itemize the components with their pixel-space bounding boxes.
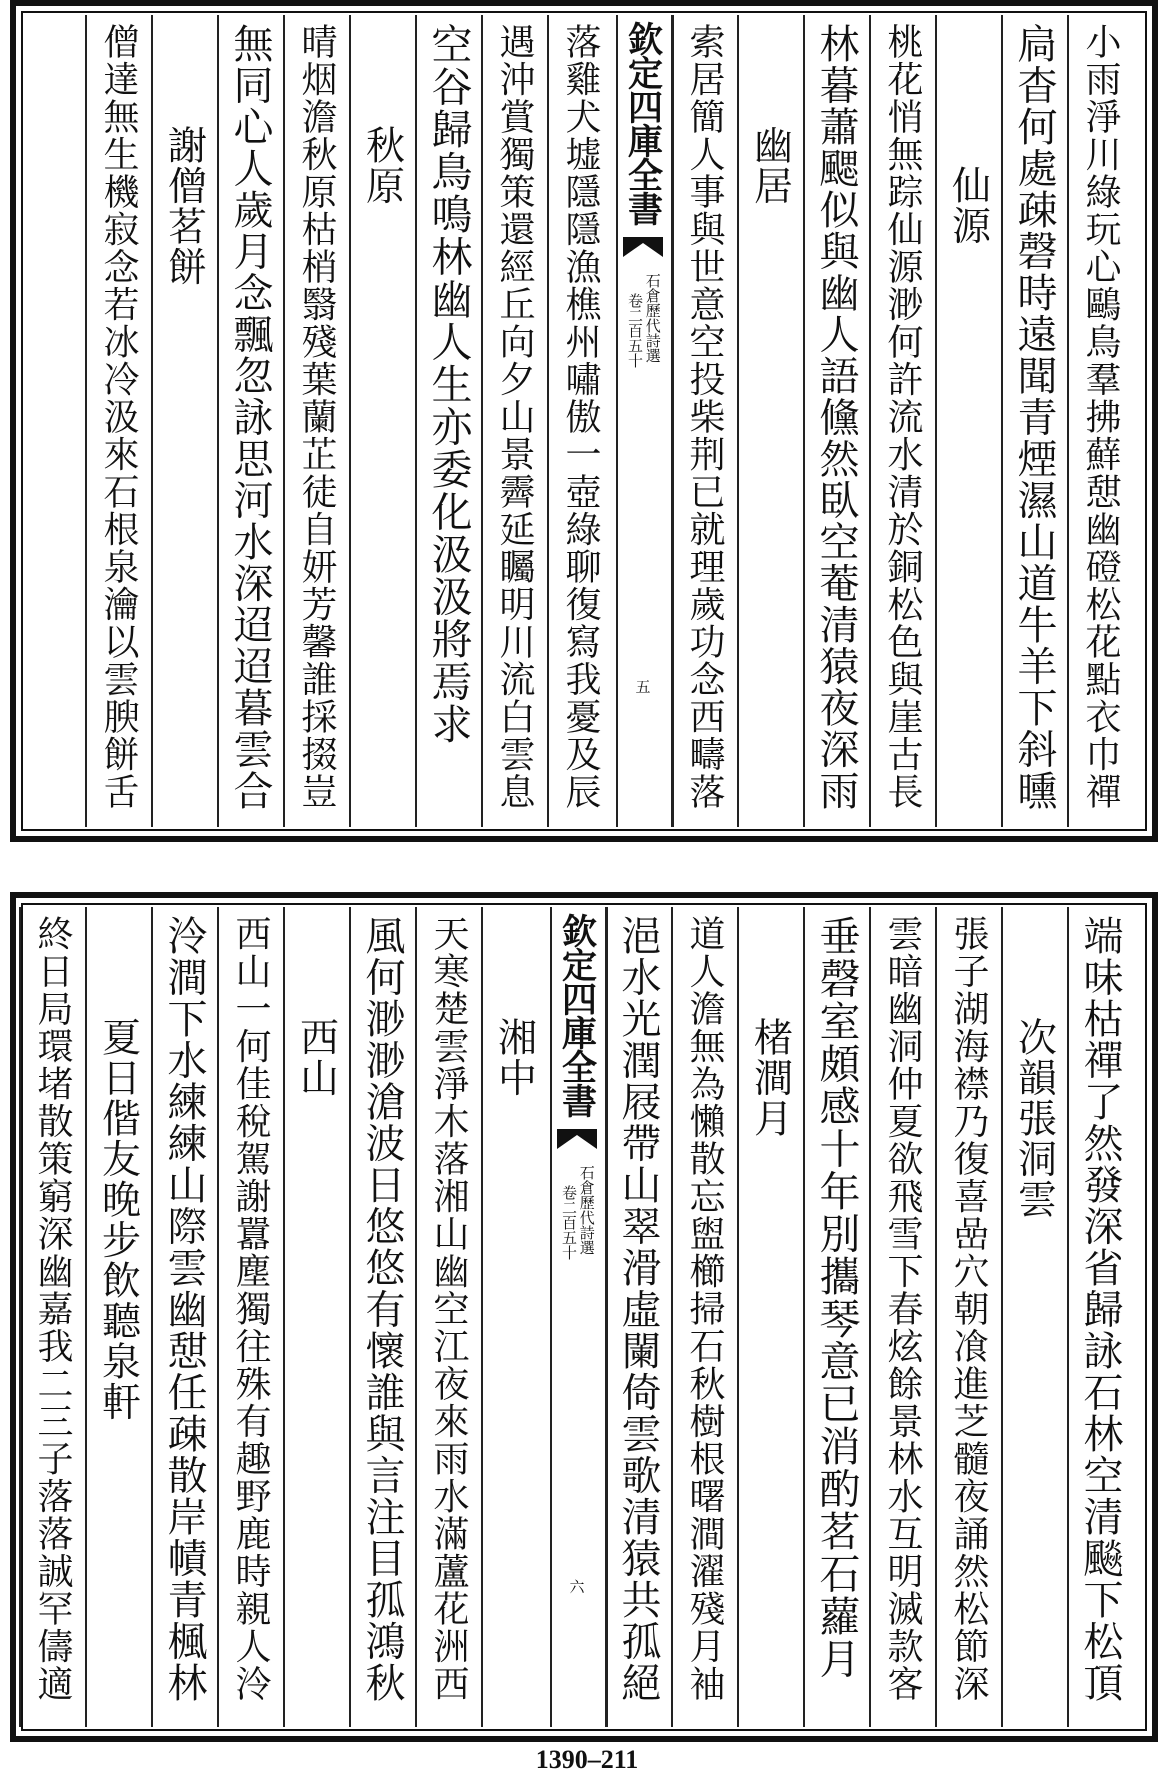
poem-title: 楮澗月 xyxy=(747,1017,793,1139)
verse-line: 扃杳何處疎磬時遠聞青煙濕山道牛羊下斜曛 xyxy=(1011,23,1057,812)
poem-title: 謝僧茗餅 xyxy=(161,125,207,287)
text-column xyxy=(416,15,480,827)
band-rule xyxy=(606,907,608,1727)
poem-title-column xyxy=(738,907,802,1727)
poem-title: 幽居 xyxy=(747,125,793,206)
column-rule xyxy=(1001,15,1003,827)
text-column xyxy=(218,15,282,827)
column-rule xyxy=(1067,907,1069,1727)
column-rule xyxy=(481,907,483,1727)
text-column xyxy=(606,907,670,1727)
column-rule xyxy=(217,15,219,827)
text-column xyxy=(350,907,414,1727)
poem-title: 西山 xyxy=(293,1017,339,1098)
text-column xyxy=(284,15,348,827)
verse-line: 晴烟澹秋原枯梢翳殘葉蘭芷徒自妍芳馨誰採掇豈 xyxy=(296,23,337,811)
column-rule xyxy=(935,15,937,827)
verse-line: 小雨淨川綠玩心鷗鳥羣拂蘚憇幽磴松花點衣巾禪 xyxy=(1080,23,1121,811)
fish-tail-mark xyxy=(557,1129,597,1151)
poem-title-column xyxy=(936,15,1000,827)
bottom-page-frame xyxy=(10,892,1158,1742)
column-rule xyxy=(803,907,805,1727)
band-book-title: 石倉歷代詩選 xyxy=(643,273,662,363)
center-band xyxy=(618,15,668,827)
fish-tail-mark xyxy=(623,237,663,259)
center-band xyxy=(552,907,602,1727)
band-volume: 卷二百五十 xyxy=(560,1185,578,1260)
column-rule xyxy=(151,15,153,827)
verse-line: 終日局環堵散策窮深幽嘉我二三子落落誠罕儔適 xyxy=(32,915,73,1703)
column-rule xyxy=(737,15,739,827)
verse-line: 泠澗下水練練山際雲幽憇任疎散岸幘青楓林 xyxy=(161,915,207,1704)
column-rule xyxy=(1067,15,1069,827)
text-column xyxy=(804,907,868,1727)
verse-line: 僧達無生機寂念若冰冷汲來石根泉瀹以雲腴餅舌 xyxy=(98,23,139,811)
text-column xyxy=(416,907,480,1727)
column-rule xyxy=(935,907,937,1727)
text-column xyxy=(548,15,612,827)
text-column xyxy=(804,15,868,827)
verse-line: 天寒楚雲淨木落湘山幽空江夜來雨水滿蘆花洲西 xyxy=(428,915,469,1703)
verse-line: 空谷歸鳥鳴林幽人生亦委化汲汲將焉求 xyxy=(424,23,473,746)
column-rule xyxy=(283,15,285,827)
poem-title-column xyxy=(1002,907,1066,1727)
band-title: 欽定四庫全書 xyxy=(622,21,664,225)
poem-title: 仙源 xyxy=(945,165,991,246)
verse-line: 無同心人歲月念飄忽詠思河水深迢迢暮雲合 xyxy=(227,23,273,812)
verse-line: 端味枯禪了然發深省歸詠石林空清飈下松頂 xyxy=(1077,915,1123,1704)
verse-line: 西山一何佳稅駕謝囂塵獨往殊有趣野鹿時親人泠 xyxy=(230,915,271,1703)
column-rule xyxy=(19,907,21,1727)
text-column xyxy=(152,907,216,1727)
column-rule xyxy=(85,907,87,1727)
text-column xyxy=(482,15,546,827)
column-rule xyxy=(481,15,483,827)
column-rule xyxy=(415,15,417,827)
verse-line: 遇沖賞獨策還經丘向夕山景霽延矚明川流白雲息 xyxy=(494,23,535,811)
poem-title: 次韻張洞雲 xyxy=(1011,1017,1057,1220)
verse-line: 桃花悄無踪仙源渺何許流水清於銅松色與崖古長 xyxy=(882,23,923,811)
poem-title-column xyxy=(152,15,216,827)
column-rule xyxy=(217,907,219,1727)
band-rule xyxy=(616,15,618,827)
text-column xyxy=(1068,907,1132,1727)
poem-title: 夏日偕友晚步飲聽泉軒 xyxy=(95,1017,141,1422)
verse-line: 林暮蕭颸似與幽人語儵然臥空菴清猿夜深雨 xyxy=(813,23,859,812)
band-page-number: 六 xyxy=(569,1578,585,1596)
column-rule xyxy=(547,15,549,827)
column-rule xyxy=(869,15,871,827)
text-column xyxy=(218,907,282,1727)
column-rule xyxy=(671,907,673,1727)
band-rule xyxy=(672,15,674,827)
band-title: 欽定四庫全書 xyxy=(556,913,598,1117)
poem-title: 秋原 xyxy=(359,125,405,206)
verse-line: 張子湖海襟乃復喜嵒穴朝飡進芝髓夜誦然松節深 xyxy=(948,915,989,1703)
page-code: 1390–211 xyxy=(535,1745,639,1774)
verse-line: 雲暗幽洞仲夏欲飛雪下春炫餘景林水互明滅款客 xyxy=(882,915,923,1703)
verse-line: 索居簡人事與世意空投柴荆已就理歲功念西疇落 xyxy=(684,23,725,811)
text-column xyxy=(672,907,736,1727)
poem-title-column xyxy=(284,907,348,1727)
band-page-number: 五 xyxy=(635,678,651,696)
column-rule xyxy=(803,15,805,827)
column-rule xyxy=(151,907,153,1727)
verse-line: 風何渺渺滄波日悠悠有懷誰與言注目孤鴻秋 xyxy=(359,915,405,1704)
verse-line: 浥水光潤屐帶山翠滑虛闌倚雲歌清猿共孤絕 xyxy=(615,915,661,1704)
column-rule xyxy=(349,907,351,1727)
verse-line: 垂磬室頗感十年別攜琴意已消酌茗石蘿月 xyxy=(812,915,861,1680)
poem-title-column xyxy=(482,907,546,1727)
text-column xyxy=(672,15,736,827)
text-column xyxy=(20,907,84,1727)
text-column xyxy=(936,907,1000,1727)
poem-title-column xyxy=(738,15,802,827)
column-rule xyxy=(869,907,871,1727)
column-rule xyxy=(283,907,285,1727)
text-column xyxy=(870,907,934,1727)
top-page-frame xyxy=(10,0,1158,842)
poem-title: 湘中 xyxy=(491,1017,537,1098)
text-column xyxy=(870,15,934,827)
poem-title-column xyxy=(86,907,150,1727)
band-book-title: 石倉歷代詩選 xyxy=(577,1165,596,1255)
verse-line: 落雞犬墟隱隱漁樵州嘯傲一壺綠聊復寫我憂及辰 xyxy=(560,23,601,811)
column-rule xyxy=(1001,907,1003,1727)
column-rule xyxy=(737,907,739,1727)
band-rule xyxy=(550,907,552,1727)
text-column xyxy=(1068,15,1132,827)
text-column xyxy=(86,15,150,827)
band-volume: 卷二百五十 xyxy=(626,293,644,368)
column-rule xyxy=(349,15,351,827)
poem-title-column xyxy=(350,15,414,827)
text-column xyxy=(1002,15,1066,827)
column-rule xyxy=(415,907,417,1727)
column-rule xyxy=(85,15,87,827)
verse-line: 道人澹無為懶散忘盥櫛掃石秋樹根曙澗濯殘月袖 xyxy=(684,915,725,1703)
